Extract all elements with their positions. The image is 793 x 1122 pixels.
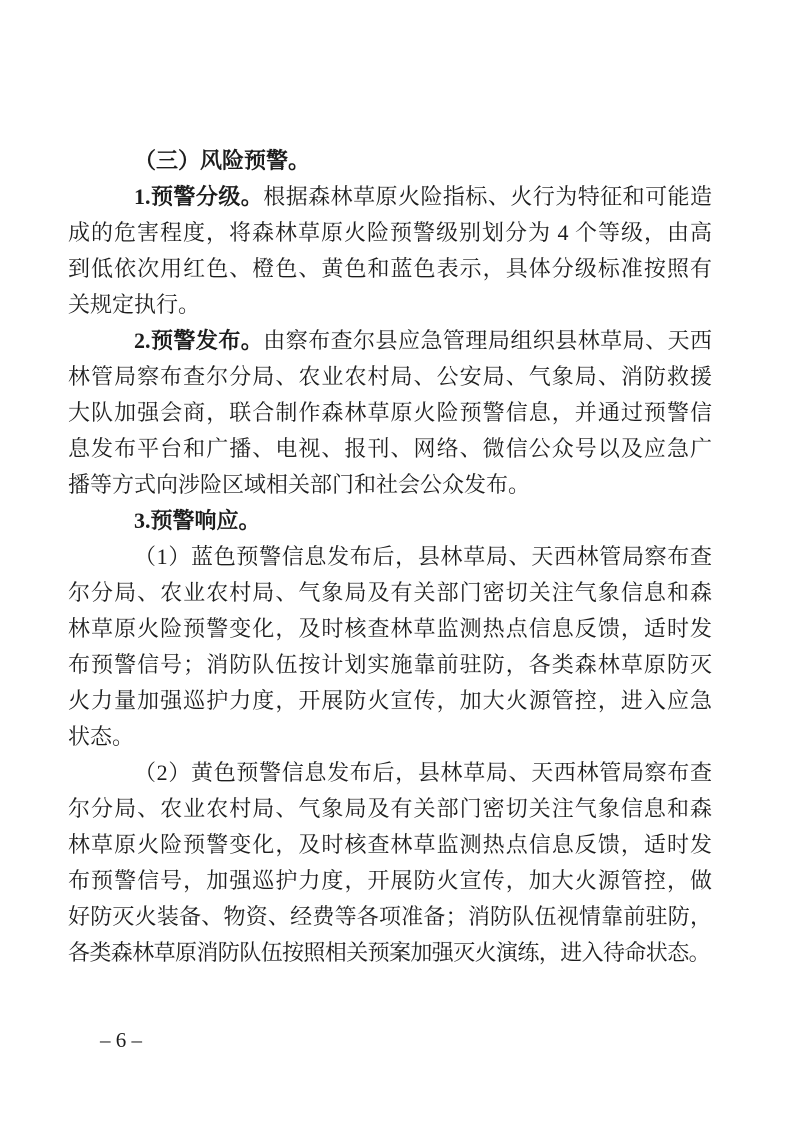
line-text: 到低依次用红色、橙色、黄色和蓝色表示，具体分级标准按照有 xyxy=(68,256,712,281)
line-text: （1）蓝色预警信息发布后，县林草局、天西林管局察布查 xyxy=(134,544,712,569)
text-line xyxy=(68,395,712,431)
text-line xyxy=(68,899,712,935)
text-line xyxy=(68,503,712,539)
text-line xyxy=(68,611,712,647)
line-text: 成的危害程度，将森林草原火险预警级别划分为 4 个等级，由高 xyxy=(68,220,712,245)
page-number: – 6 – xyxy=(100,1028,142,1052)
text-line xyxy=(68,467,712,503)
text-line xyxy=(68,323,712,359)
line-text: 播等方式向涉险区域相关部门和社会公众发布。 xyxy=(68,472,531,497)
text-line xyxy=(68,791,712,827)
text-line xyxy=(68,143,712,179)
line-text: 关规定执行。 xyxy=(68,292,201,317)
line-text: 根据森林草原火险指标、火行为特征和可能造 xyxy=(263,184,712,209)
line-text: 尔分局、农业农村局、气象局及有关部门密切关注气象信息和森 xyxy=(68,580,712,605)
text-line xyxy=(68,539,712,575)
text-line xyxy=(68,683,712,719)
text-line xyxy=(68,575,712,611)
line-text: 息发布平台和广播、电视、报刊、网络、微信公众号以及应急广 xyxy=(68,436,712,461)
line-text: 状态。 xyxy=(68,724,135,749)
text-line xyxy=(68,719,712,755)
line-text: 好防灭火装备、物资、经费等各项准备；消防队伍视情靠前驻防， xyxy=(68,904,712,929)
text-line xyxy=(68,251,712,287)
document-body xyxy=(68,143,712,971)
text-line xyxy=(68,431,712,467)
line-text: 布预警信号，加强巡护力度，开展防火宣传，加大火源管控，做 xyxy=(68,868,712,893)
text-line xyxy=(68,179,712,215)
line-text: 火力量加强巡护力度，开展防火宣传，加大火源管控，进入应急 xyxy=(68,688,712,713)
text-line xyxy=(68,863,712,899)
text-line xyxy=(68,827,712,863)
line-lead-bold: 1.预警分级。 xyxy=(134,184,264,209)
line-text: 布预警信号；消防队伍按计划实施靠前驻防，各类森林草原防灭 xyxy=(68,652,712,677)
line-text: 由察布查尔县应急管理局组织县林草局、天西 xyxy=(263,328,712,353)
line-text: 各类森林草原消防队伍按照相关预案加强灭火演练，进入待命状态。 xyxy=(68,940,711,965)
text-line xyxy=(68,359,712,395)
line-text: （2）黄色预警信息发布后，县林草局、天西林管局察布查 xyxy=(134,760,712,785)
text-line xyxy=(68,287,712,323)
line-text: 林管局察布查尔分局、农业农村局、公安局、气象局、消防救援 xyxy=(68,364,712,389)
line-lead-bold: （三）风险预警。 xyxy=(134,148,311,173)
line-text: 林草原火险预警变化，及时核查林草监测热点信息反馈，适时发 xyxy=(68,616,712,641)
line-lead-bold: 3.预警响应。 xyxy=(134,508,261,533)
text-line xyxy=(68,935,712,971)
line-text: 林草原火险预警变化，及时核查林草监测热点信息反馈，适时发 xyxy=(68,832,712,857)
text-line xyxy=(68,755,712,791)
text-line xyxy=(68,647,712,683)
page-footer xyxy=(100,1028,142,1052)
line-lead-bold: 2.预警发布。 xyxy=(134,328,264,353)
line-text: 大队加强会商，联合制作森林草原火险预警信息，并通过预警信 xyxy=(68,400,712,425)
text-line xyxy=(68,215,712,251)
line-text: 尔分局、农业农村局、气象局及有关部门密切关注气象信息和森 xyxy=(68,796,712,821)
